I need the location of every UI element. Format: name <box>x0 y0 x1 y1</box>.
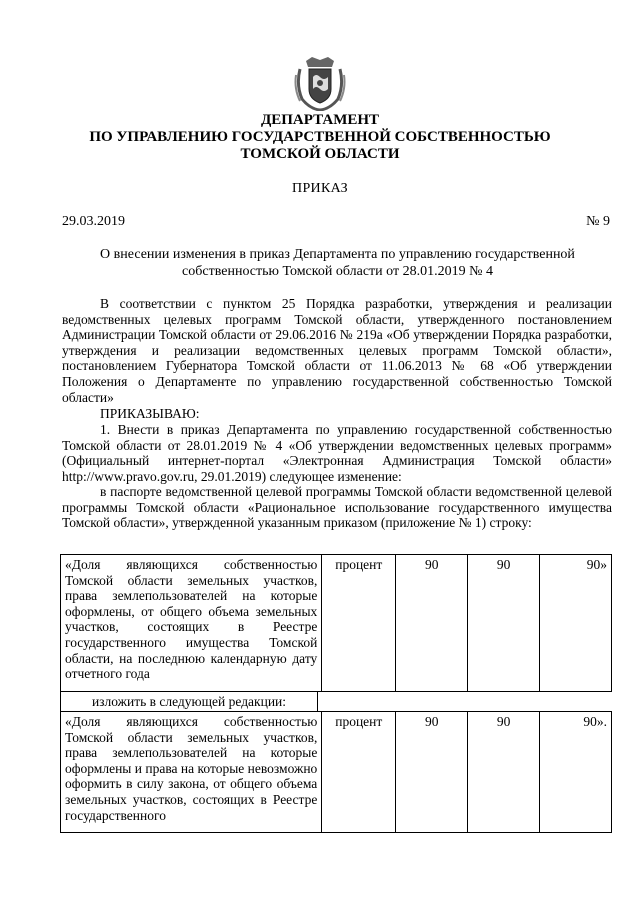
old-row-table <box>60 554 612 692</box>
value-cell-1: 90 <box>396 712 468 833</box>
department-title-line3: ТОМСКОЙ ОБЛАСТИ <box>240 146 400 162</box>
new-row-table <box>60 711 612 833</box>
unit-cell: процент <box>322 712 396 833</box>
document-number: № 9 <box>586 214 610 229</box>
table-row <box>61 712 612 833</box>
value-cell-2: 90 <box>468 712 540 833</box>
document-date: 29.03.2019 <box>62 214 125 229</box>
department-title-line1: ДЕПАРТАМЕНТ <box>260 112 380 128</box>
item-1-paragraph: 1. Внести в приказ Департамента по управлению государственной собственностью Томской области от 28.01.2019 № 4 «Об утверждении ведомственных целевых программ» (Официальный интернет-портал «Электронная Администрация Томской области» http://www.pravo.gov.ru, 29.01.2019) следующее изменение: <box>62 422 612 484</box>
preamble-paragraph: В соответствии с пунктом 25 Порядка разработки, утверждения и реализации ведомственных целевых программ Томской области, утвержденного постановлением Администрации Томской области от 29.06.2016 № 219а «Об утверждении Порядка разработки, утверждения и реализации ведомственных целевых программ Томской области», постановлением Губернатора Томской области от 11.06.2013 № 68 «Об утверждении Положения о Департаменте по управлению государственной собственностью Томской области» <box>62 296 612 405</box>
passport-paragraph: в паспорте ведомственной целевой программы Томской области ведомственной целевой программы Томской области «Рациональное использование государственного имущества Томской области», утвержденной указанным приказом (приложение № 1) строку: <box>62 484 612 531</box>
tomsk-coat-of-arms-emblem <box>292 55 348 111</box>
document-subject: О внесении изменения в приказ Департамента по управлению государственной собственностью Томской области от 28.01.2019 № 4 <box>100 247 575 279</box>
value-cell-2: 90 <box>468 555 540 692</box>
document-type: ПРИКАЗ <box>292 181 348 196</box>
indicator-name-cell: «Доля являющихся собственностью Томской области земельных участков, права землепользователей на которые оформлены и права на которые невозможно оформить в силу закона, от общего объема земельных участков, состоящих в Реестре государственного <box>61 712 322 833</box>
value-cell-3: 90» <box>540 555 612 692</box>
indicator-name-cell: «Доля являющихся собственностью Томской области земельных участков, права землепользователей на которые оформлены, от общего объема земельных участков, состоящих в Реестре государственного имущества Томской области, на последнюю календарную дату отчетного года <box>61 555 322 692</box>
order-word: ПРИКАЗЫВАЮ: <box>100 406 200 421</box>
value-cell-1: 90 <box>396 555 468 692</box>
table-row <box>61 555 612 692</box>
department-title-line2: ПО УПРАВЛЕНИЮ ГОСУДАРСТВЕННОЙ СОБСТВЕННОСТЬЮ <box>89 129 551 145</box>
unit-cell: процент <box>322 555 396 692</box>
value-cell-3: 90». <box>540 712 612 833</box>
replace-instruction: изложить в следующей редакции: <box>60 692 318 711</box>
